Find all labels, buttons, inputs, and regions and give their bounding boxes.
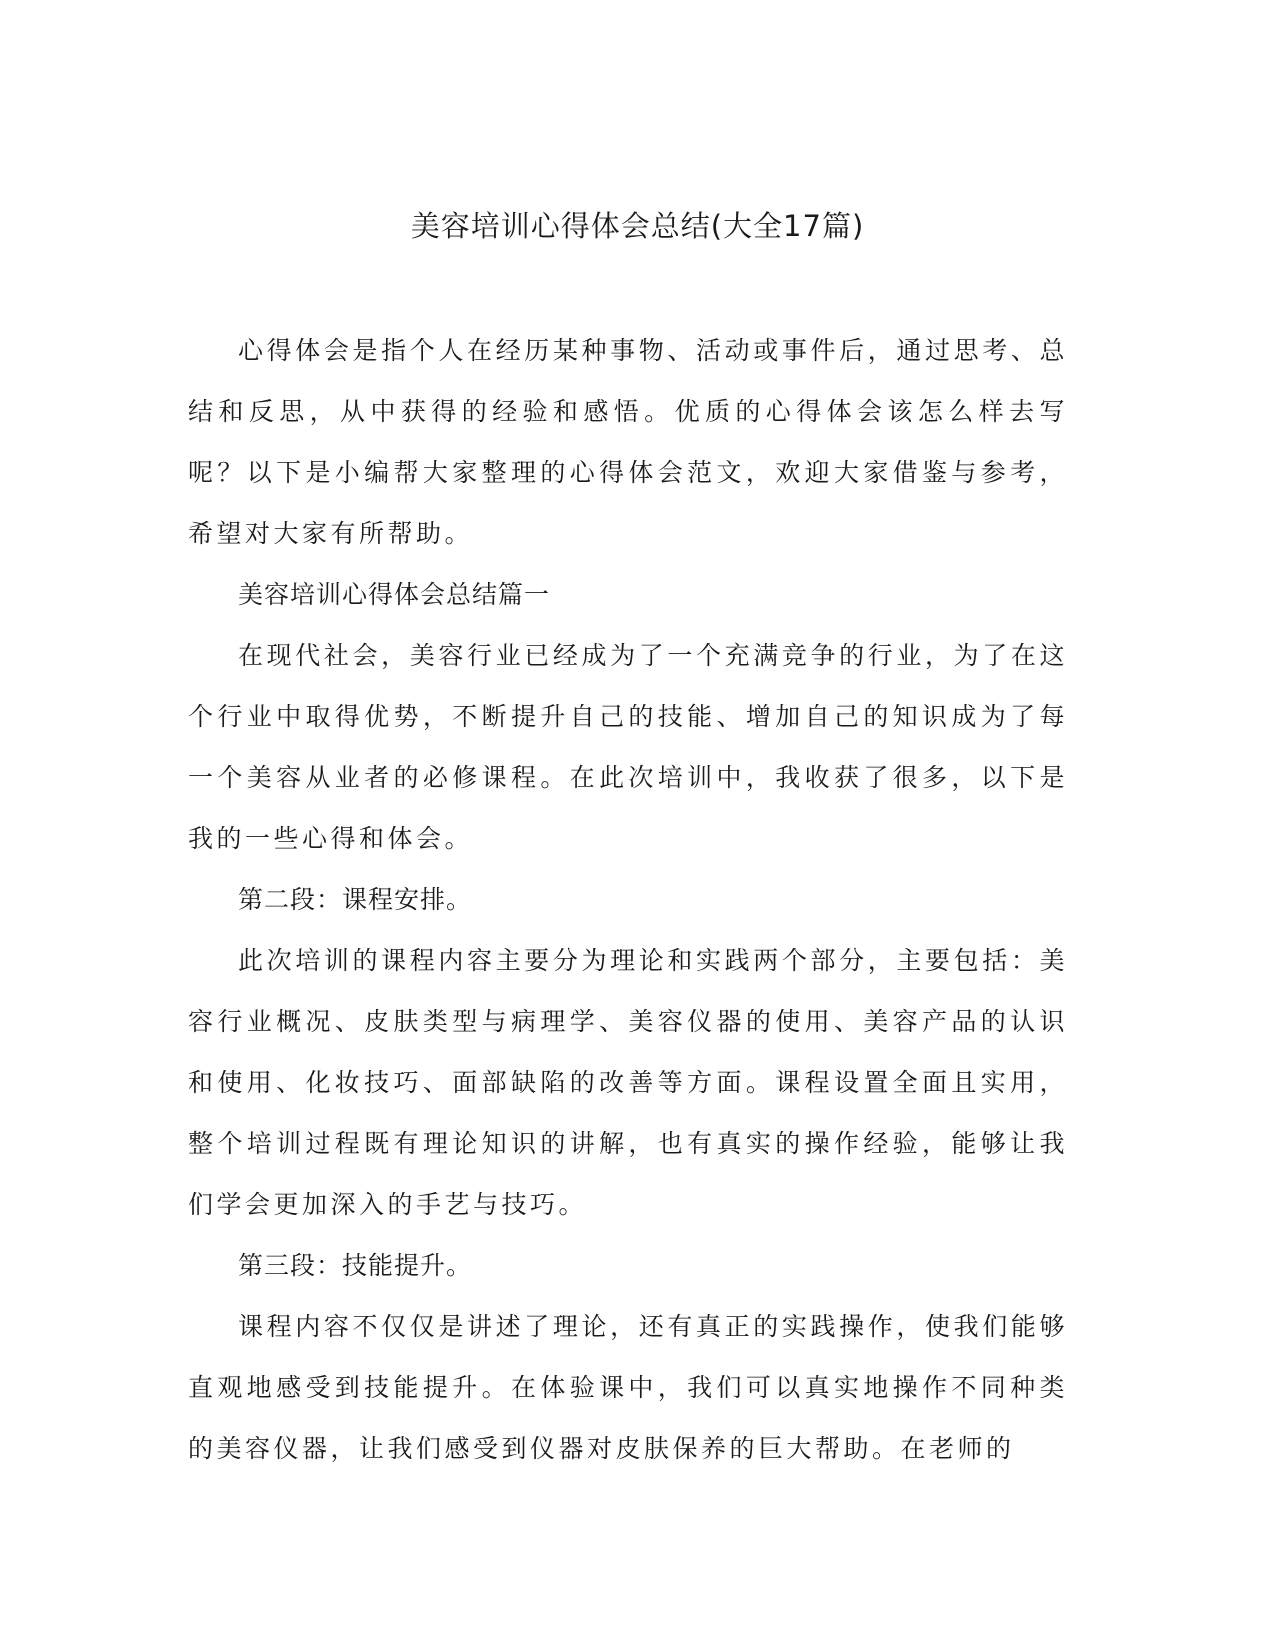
section-heading-1: 美容培训心得体会总结篇一 [238, 580, 551, 609]
paragraph-3: 课程内容不仅仅是讲述了理论，还有真正的实践操作，使我们能够直观地感受到技能提升。在体验课中，我们可以真实地操作不同种类的美容仪器，让我们感受到仪器对皮肤保养的巨大帮助。在老师的 [188, 1312, 1068, 1463]
section-heading-3: 第三段：技能提升。 [238, 1251, 473, 1280]
document-body [188, 320, 1068, 1479]
intro-paragraph: 心得体会是指个人在经历某种事物、活动或事件后，通过思考、总结和反思，从中获得的经验和感悟。优质的心得体会该怎么样去写呢？以下是小编帮大家整理的心得体会范文，欢迎大家借鉴与参考，希望对大家有所帮助。 [188, 336, 1068, 548]
section-heading-2: 第二段：课程安排。 [238, 885, 473, 914]
document-title: 美容培训心得体会总结(大全17篇) [410, 209, 865, 243]
paragraph-1: 在现代社会，美容行业已经成为了一个充满竞争的行业，为了在这个行业中取得优势，不断提升自己的技能、增加自己的知识成为了每一个美容从业者的必修课程。在此次培训中，我收获了很多，以下是我的一些心得和体会。 [188, 641, 1068, 853]
paragraph-2: 此次培训的课程内容主要分为理论和实践两个部分，主要包括：美容行业概况、皮肤类型与病理学、美容仪器的使用、美容产品的认识和使用、化妆技巧、面部缺陷的改善等方面。课程设置全面且实用，整个培训过程既有理论知识的讲解，也有真实的操作经验，能够让我们学会更加深入的手艺与技巧。 [188, 946, 1068, 1219]
